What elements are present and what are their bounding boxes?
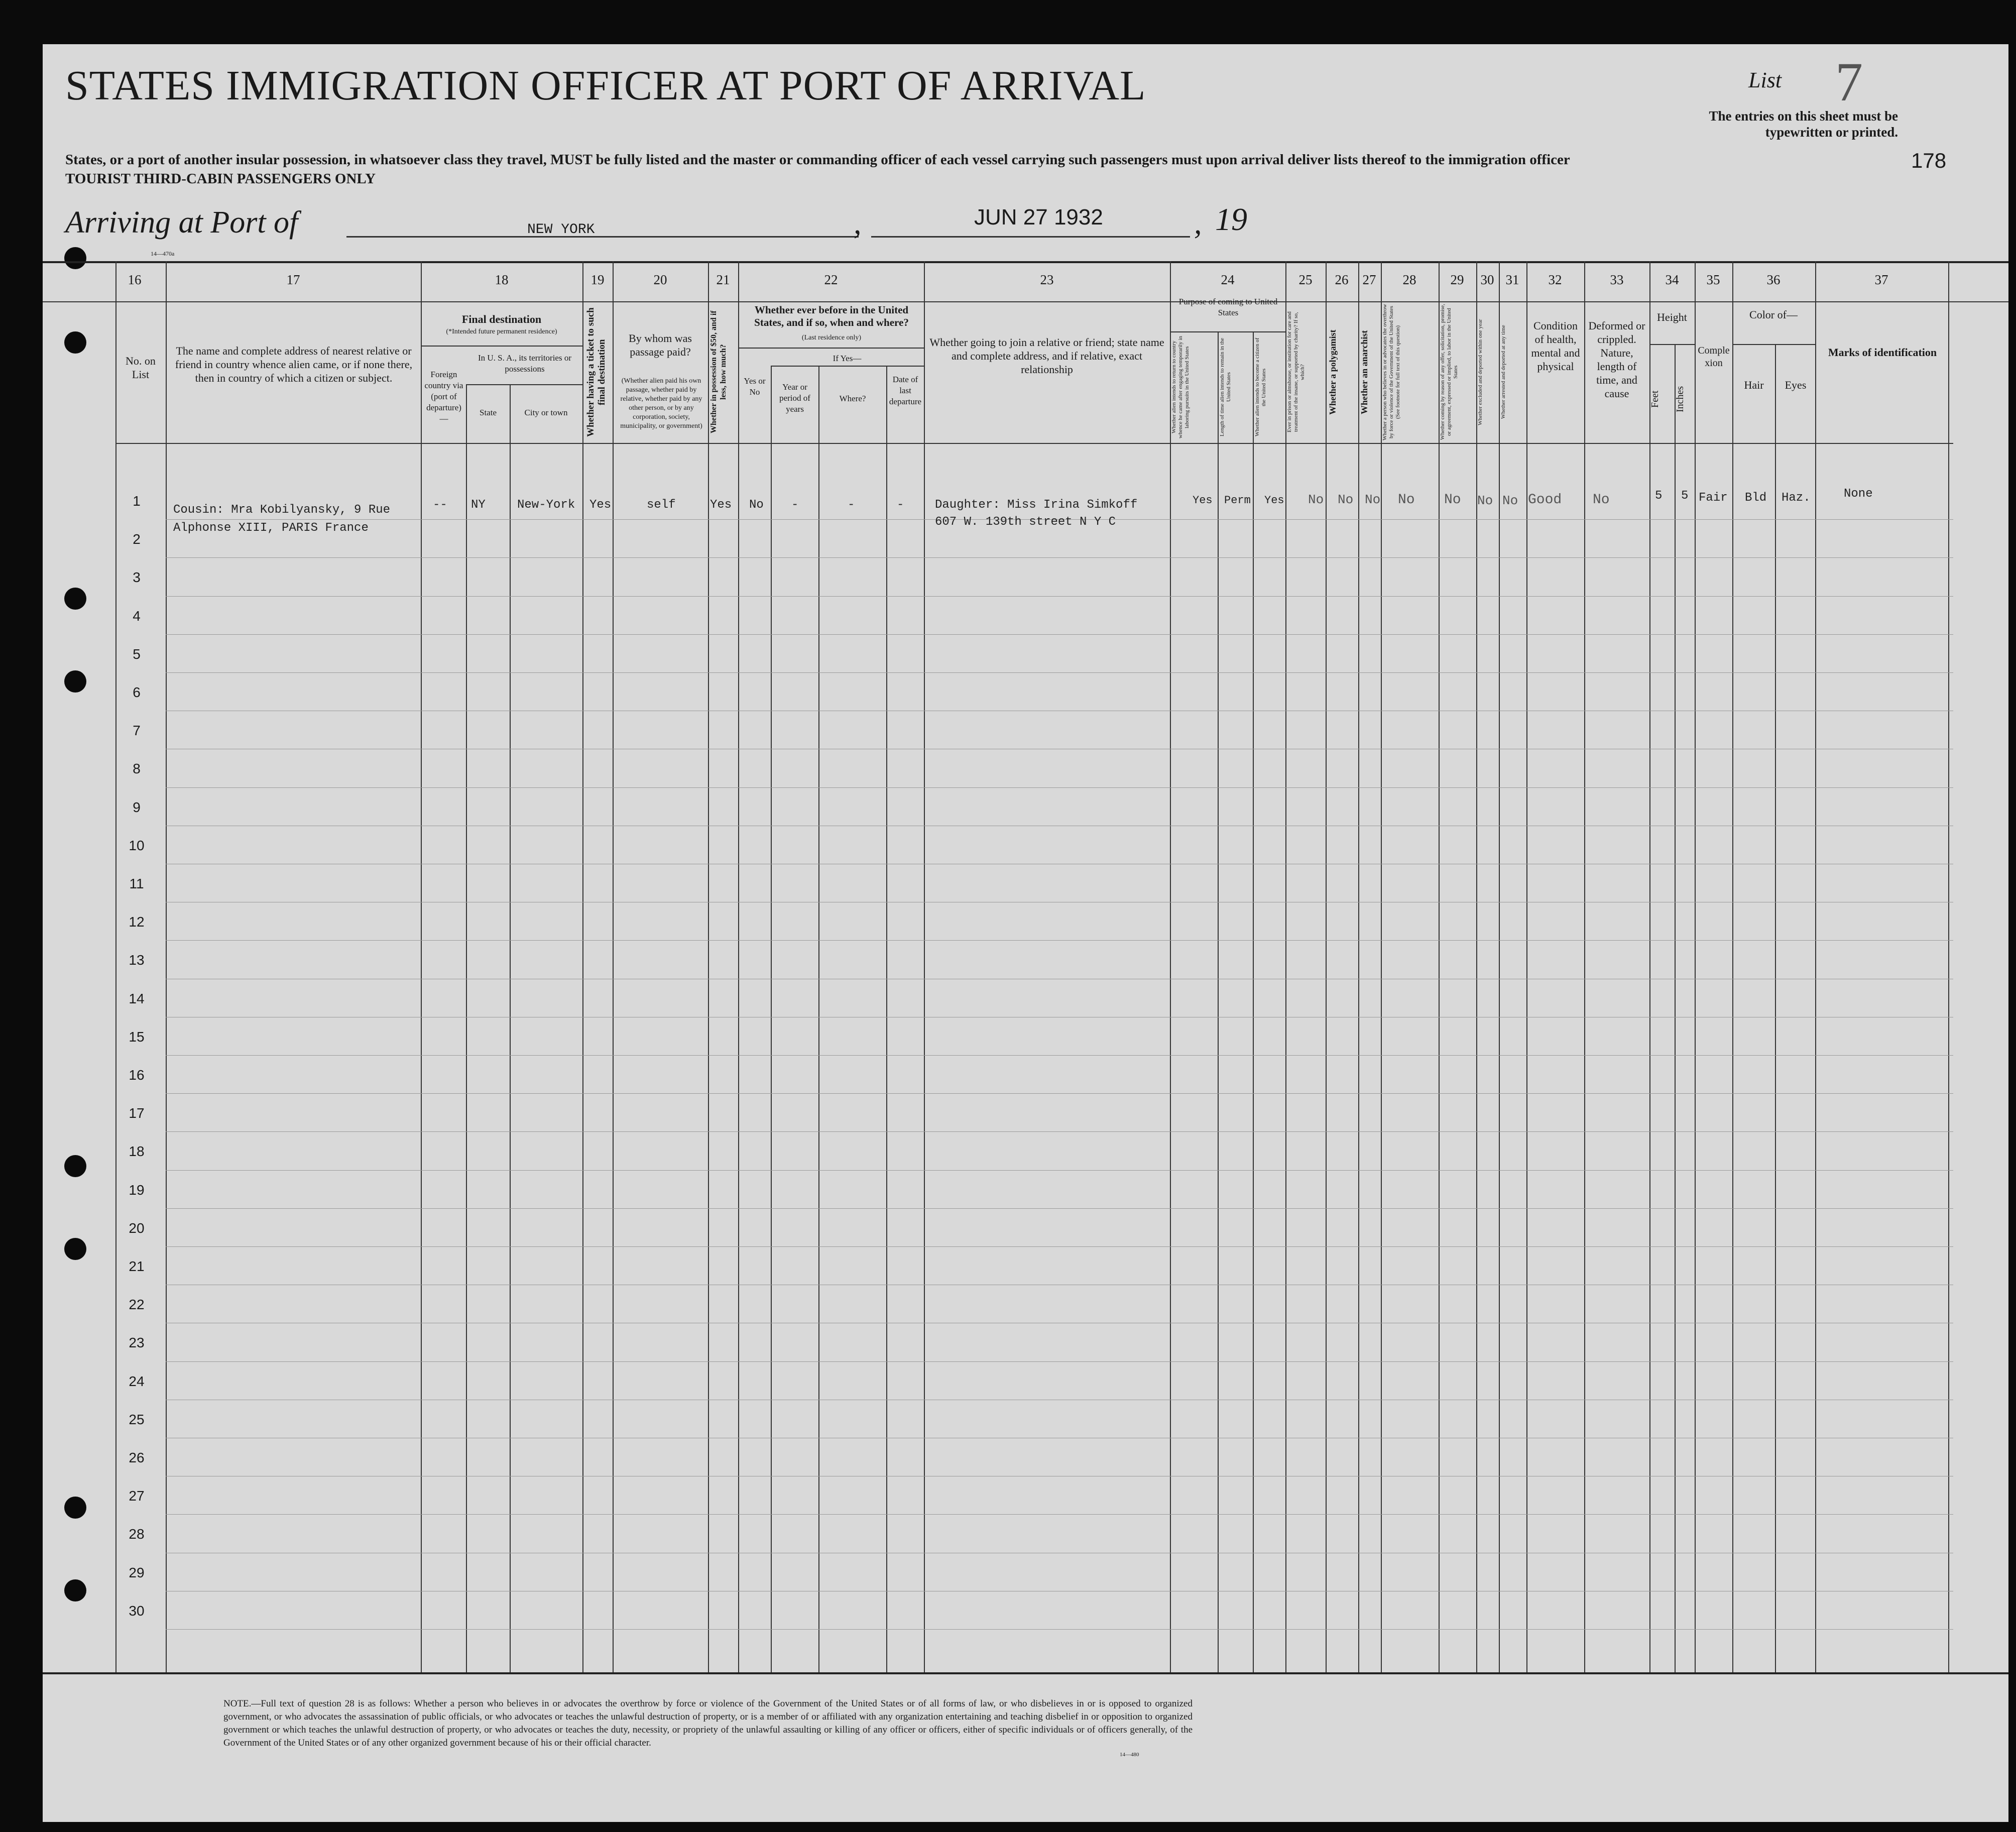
row-rule xyxy=(166,557,1953,558)
column-rule xyxy=(1170,261,1171,1672)
header-eyes: Eyes xyxy=(1785,379,1807,391)
question-30-value: No xyxy=(1477,493,1493,508)
column-rule xyxy=(613,261,614,1672)
column-rule xyxy=(1775,344,1776,1672)
deformed-value: No xyxy=(1593,492,1610,508)
manifest-sheet xyxy=(43,44,2008,1822)
table-bottom-rule xyxy=(43,1672,2008,1674)
sheet-number: 178 xyxy=(1911,149,1947,172)
row-number: 28 xyxy=(129,1526,145,1542)
column-number: 17 xyxy=(286,272,300,287)
column-rule xyxy=(166,261,167,1672)
header-color-of: Color of— xyxy=(1749,308,1798,321)
column-rule xyxy=(1381,261,1382,1672)
punch-hole xyxy=(64,588,86,610)
header-purpose-return: Whether alien intends to return to country whence he came after engaging temporarily in laboring pursuits in the United States xyxy=(1171,336,1190,439)
instructions: The entries on this sheet must be typewritten or printed. xyxy=(1709,108,1898,140)
page-subtitle: States, or a port of another insular possession, in whatsoever class they travel, MUST be fully listed and the master or commanding officer of each vessel carrying such passengers must upon arrival deliver lists thereof to the immigration officer xyxy=(65,152,1570,168)
column-number: 20 xyxy=(653,272,667,287)
column-number: 37 xyxy=(1874,272,1888,287)
column-number: 27 xyxy=(1362,272,1376,287)
header-bottom-rule xyxy=(115,443,1953,444)
column-number: 30 xyxy=(1480,272,1494,287)
row-number: 5 xyxy=(133,646,141,662)
column-number: 29 xyxy=(1450,272,1464,287)
row-rule xyxy=(166,1170,1953,1171)
header-question-30: Whether excluded and deported within one year xyxy=(1477,319,1483,425)
punch-hole xyxy=(64,1579,86,1601)
header-feet: Feet xyxy=(1649,390,1661,408)
row-number: 16 xyxy=(129,1067,145,1083)
row-rule xyxy=(166,1361,1953,1362)
header-question-28: Whether a person who believes in or advocates the overthrow by force or violence of the Government of the United States (See footnote for full text of this question) xyxy=(1382,304,1401,440)
column-number: 16 xyxy=(128,272,142,287)
row-number: 20 xyxy=(129,1220,145,1236)
header-purpose-citizen: Whether alien intends to become a citizen of the United States xyxy=(1254,337,1267,437)
column-rule xyxy=(1285,261,1286,1672)
page-title: STATES IMMIGRATION OFFICER AT PORT OF ARRIVAL xyxy=(65,62,1146,109)
column-rule xyxy=(1476,261,1477,1672)
polygamist-value: No xyxy=(1338,492,1354,507)
column-rule xyxy=(510,384,511,1672)
column-rule xyxy=(1253,331,1254,1672)
where-value: - xyxy=(848,498,855,512)
row-number: 21 xyxy=(129,1258,145,1274)
column-rule xyxy=(708,261,709,1672)
list-number: 7 xyxy=(1835,51,1863,112)
return-country-value: Yes xyxy=(1193,494,1213,507)
column-rule xyxy=(1358,261,1359,1672)
table-top-rule xyxy=(43,261,2008,263)
row-rule xyxy=(166,1093,1953,1094)
state-value: NY xyxy=(471,498,486,512)
form-code: 14—470a xyxy=(151,250,175,257)
subheader-rule xyxy=(1170,331,1285,332)
marks-value: None xyxy=(1844,487,1873,501)
column-number: 23 xyxy=(1040,272,1054,287)
header-money: Whether in possession of $50, and if less, how much? xyxy=(709,310,728,434)
row-number: 22 xyxy=(129,1297,145,1313)
prison-value: No xyxy=(1308,492,1324,507)
column-number: 21 xyxy=(716,272,730,287)
column-rule xyxy=(1499,261,1500,1672)
header-last-residence: (Last residence only) xyxy=(801,334,862,341)
row-rule xyxy=(166,1514,1953,1515)
health-value: Good xyxy=(1528,492,1562,508)
row-rule xyxy=(166,1208,1953,1209)
joining-line2: 607 W. 139th street N Y C xyxy=(935,515,1116,529)
year-prefix: 19 xyxy=(1215,201,1247,237)
header-year-period: Year or period of years xyxy=(779,382,810,414)
hair-value: Bld xyxy=(1745,491,1767,505)
row-rule xyxy=(166,1131,1953,1132)
row-number: 2 xyxy=(133,531,141,547)
punch-hole xyxy=(64,1497,86,1519)
column-rule xyxy=(924,261,925,1672)
column-rule xyxy=(1526,261,1527,1672)
question-31-value: No xyxy=(1502,493,1518,508)
eyes-value: Haz. xyxy=(1782,491,1811,505)
subheader-rule xyxy=(466,384,582,385)
column-number: 25 xyxy=(1298,272,1313,287)
port-line xyxy=(346,236,859,238)
row-number: 6 xyxy=(133,684,141,700)
column-rule xyxy=(1948,261,1949,1672)
header-prison: Ever in prison or almshouse, or institution for care and treatment of the insane, or supported by charity? If so, which? xyxy=(1286,311,1306,433)
header-condition: Condition of health, mental and physical xyxy=(1531,319,1580,373)
column-rule xyxy=(1732,261,1733,1672)
become-citizen-value: Yes xyxy=(1264,494,1284,507)
column-rule xyxy=(466,384,467,1672)
row-rule xyxy=(166,1246,1953,1247)
row-rule xyxy=(166,672,1953,673)
row-number: 8 xyxy=(133,761,141,777)
footnote-question-28: NOTE.—Full text of question 28 is as follows: Whether a person who believes in or advocates the overthrow by force or violence of the Government of the United States or of all forms of law, or who disbelieves in or is opposed to organized government, or who advocates the assassination of public officials, or who advocates or teaches the unlawful destruction of property, or is a member of or affiliated with any organization entertaining and teaching disbelief in or opposition to organized government or which teaches the unlawful destruction of property, or who advocates or teaches the duty, necessity, or propriety of the unlawful assaulting or killing of any officer or officers, either of specific individuals or of officers generally, of the Government of the United States or of any other organized government because of his or their official character. xyxy=(223,1698,1193,1748)
length-of-stay-value: Perm xyxy=(1224,494,1251,507)
column-number: 33 xyxy=(1610,272,1624,287)
header-if-yes: If Yes— xyxy=(833,354,862,363)
joining-line1: Daughter: Miss Irina Simkoff xyxy=(935,498,1138,512)
port-value: NEW YORK xyxy=(527,222,595,238)
ever-before-value: No xyxy=(749,498,764,512)
row-number: 30 xyxy=(129,1602,145,1619)
row-rule xyxy=(166,940,1953,941)
header-purpose: Purpose of coming to United States xyxy=(1178,297,1278,317)
header-hair: Hair xyxy=(1744,379,1764,391)
column-number: 18 xyxy=(495,272,509,287)
header-where: Where? xyxy=(839,394,866,403)
date-line xyxy=(871,236,1190,238)
comma: , xyxy=(854,206,862,241)
question-28-value: No xyxy=(1398,492,1415,508)
header-in-usa: In U. S. A., its territories or possessions xyxy=(478,353,572,374)
header-no-on-list: No. on List xyxy=(126,355,156,381)
header-city: City or town xyxy=(524,408,568,417)
punch-hole xyxy=(64,331,86,354)
row-number: 15 xyxy=(129,1028,145,1045)
header-question-31: Whether arrested and deported at any time xyxy=(1500,325,1506,419)
column-rule xyxy=(1439,261,1440,1672)
header-state: State xyxy=(480,408,497,417)
row-number: 25 xyxy=(129,1411,145,1427)
year-period-value: - xyxy=(791,498,799,512)
row-rule xyxy=(166,634,1953,635)
header-inches: Inches xyxy=(1675,386,1686,413)
row-number: 11 xyxy=(129,876,144,891)
column-number: 34 xyxy=(1665,272,1679,287)
header-marks: Marks of identification xyxy=(1828,346,1937,359)
punch-hole xyxy=(64,247,86,269)
header-question-29: Whether coming by reason of any offer, solicitation, promise, or agreement, expressed or implied, to labor in the United States xyxy=(1440,304,1459,440)
row-number: 10 xyxy=(129,837,145,853)
class-note: TOURIST THIRD-CABIN PASSENGERS ONLY xyxy=(65,171,376,187)
header-anarchist: Whether an anarchist xyxy=(1359,330,1369,414)
column-number: 36 xyxy=(1766,272,1781,287)
header-yes-no: Yes or No xyxy=(744,376,766,397)
question-29-value: No xyxy=(1444,492,1461,508)
header-final-destination-note: (*Intended future permanent residence) xyxy=(446,328,557,335)
column-number: 32 xyxy=(1548,272,1562,287)
column-number: 31 xyxy=(1505,272,1519,287)
header-ticket: Whether having a ticket to such final destination xyxy=(585,307,607,437)
punch-hole xyxy=(64,670,86,693)
punch-hole xyxy=(64,1155,86,1177)
header-date-departure: Date of last departure xyxy=(889,375,922,406)
column-rule xyxy=(1649,261,1650,1672)
column-rule xyxy=(1815,261,1816,1672)
row-rule xyxy=(166,596,1953,597)
row-number: 4 xyxy=(133,608,141,624)
row-rule xyxy=(166,1629,1953,1630)
column-number: 19 xyxy=(590,272,605,287)
column-number-rule xyxy=(43,301,2008,302)
punch-hole xyxy=(64,1238,86,1260)
row-number: 3 xyxy=(133,569,141,586)
header-polygamist: Whether a polygamist xyxy=(1328,329,1338,415)
passage-value: self xyxy=(647,498,676,512)
header-passage-note: (Whether alien paid his own passage, whether paid by relative, whether paid by any other person, or by any corporation, society, municipality, or government) xyxy=(620,377,702,430)
row-number: 27 xyxy=(129,1488,145,1504)
column-number: 22 xyxy=(824,272,838,287)
subheader-rule xyxy=(421,346,582,347)
header-nearest-relative: The name and complete address of nearest relative or friend in country whence alien came, or if none there, then in country of which a citizen or subject. xyxy=(175,345,413,384)
column-number: 24 xyxy=(1221,272,1235,287)
row-rule xyxy=(166,787,1953,788)
header-purpose-length: Length of time alien intends to remain in the United States xyxy=(1219,337,1232,437)
column-rule xyxy=(1326,261,1327,1672)
subheader-rule xyxy=(1649,344,1695,345)
header-foreign-country: Foreign country via (port of departure)— xyxy=(424,370,463,423)
list-label: List xyxy=(1748,68,1782,92)
row-number: 18 xyxy=(129,1143,145,1160)
row-number: 9 xyxy=(133,799,141,815)
subheader-rule xyxy=(738,348,924,349)
column-number: 35 xyxy=(1706,272,1720,287)
row-number: 19 xyxy=(129,1182,145,1198)
row-number: 26 xyxy=(129,1450,145,1465)
row-number: 7 xyxy=(133,723,141,739)
row-number: 29 xyxy=(129,1564,145,1580)
header-deformed: Deformed or crippled. Nature, length of time, and cause xyxy=(1588,319,1645,400)
anarchist-value: No xyxy=(1365,492,1381,507)
header-joining: Whether going to join a relative or friend; state name and complete address, and if relative, exact relationship xyxy=(929,336,1164,376)
header-passage-paid: By whom was passage paid? xyxy=(629,332,692,358)
column-rule xyxy=(582,261,583,1672)
column-rule xyxy=(738,261,739,1672)
height-inches-value: 5 xyxy=(1681,489,1689,503)
column-rule xyxy=(1675,344,1676,1672)
relative-address-line1: Cousin: Mra Kobilyansky, 9 Rue xyxy=(173,503,391,517)
header-ever-before: Whether ever before in the United States, and if so, when and where? xyxy=(754,304,909,328)
column-rule xyxy=(1584,261,1585,1672)
footnote-code: 14—480 xyxy=(1120,1752,1139,1758)
row-number: 14 xyxy=(129,990,145,1006)
column-rule xyxy=(421,261,422,1672)
subheader-rule xyxy=(771,366,924,367)
arriving-label: Arriving at Port of xyxy=(65,205,298,240)
column-number: 28 xyxy=(1402,272,1416,287)
comma: , xyxy=(1194,206,1202,241)
city-value: New-York xyxy=(517,498,575,512)
row-number: 23 xyxy=(129,1335,145,1351)
complexion-value: Fair xyxy=(1699,491,1728,505)
column-rule xyxy=(1695,261,1696,1672)
row-number: 24 xyxy=(129,1373,145,1389)
row-number: 1 xyxy=(133,493,141,509)
relative-address-line2: Alphonse XIII, PARIS France xyxy=(173,521,369,535)
header-complexion: Complexion xyxy=(1698,345,1730,369)
ticket-value: Yes xyxy=(589,498,612,512)
row-number: 12 xyxy=(129,914,145,930)
arrival-date: JUN 27 1932 xyxy=(974,205,1103,230)
subheader-rule xyxy=(1732,344,1815,345)
column-number: 26 xyxy=(1335,272,1349,287)
header-final-destination: Final destination xyxy=(461,313,542,325)
column-rule xyxy=(1218,331,1219,1672)
header-height: Height xyxy=(1657,311,1687,323)
row-number: 17 xyxy=(129,1105,145,1121)
departure-date-value: - xyxy=(897,498,904,512)
height-feet-value: 5 xyxy=(1655,489,1663,503)
money-value: Yes xyxy=(710,498,732,512)
row-number: 13 xyxy=(129,952,145,968)
row-rule xyxy=(166,1055,1953,1056)
foreign-country-value: -- xyxy=(433,498,447,512)
